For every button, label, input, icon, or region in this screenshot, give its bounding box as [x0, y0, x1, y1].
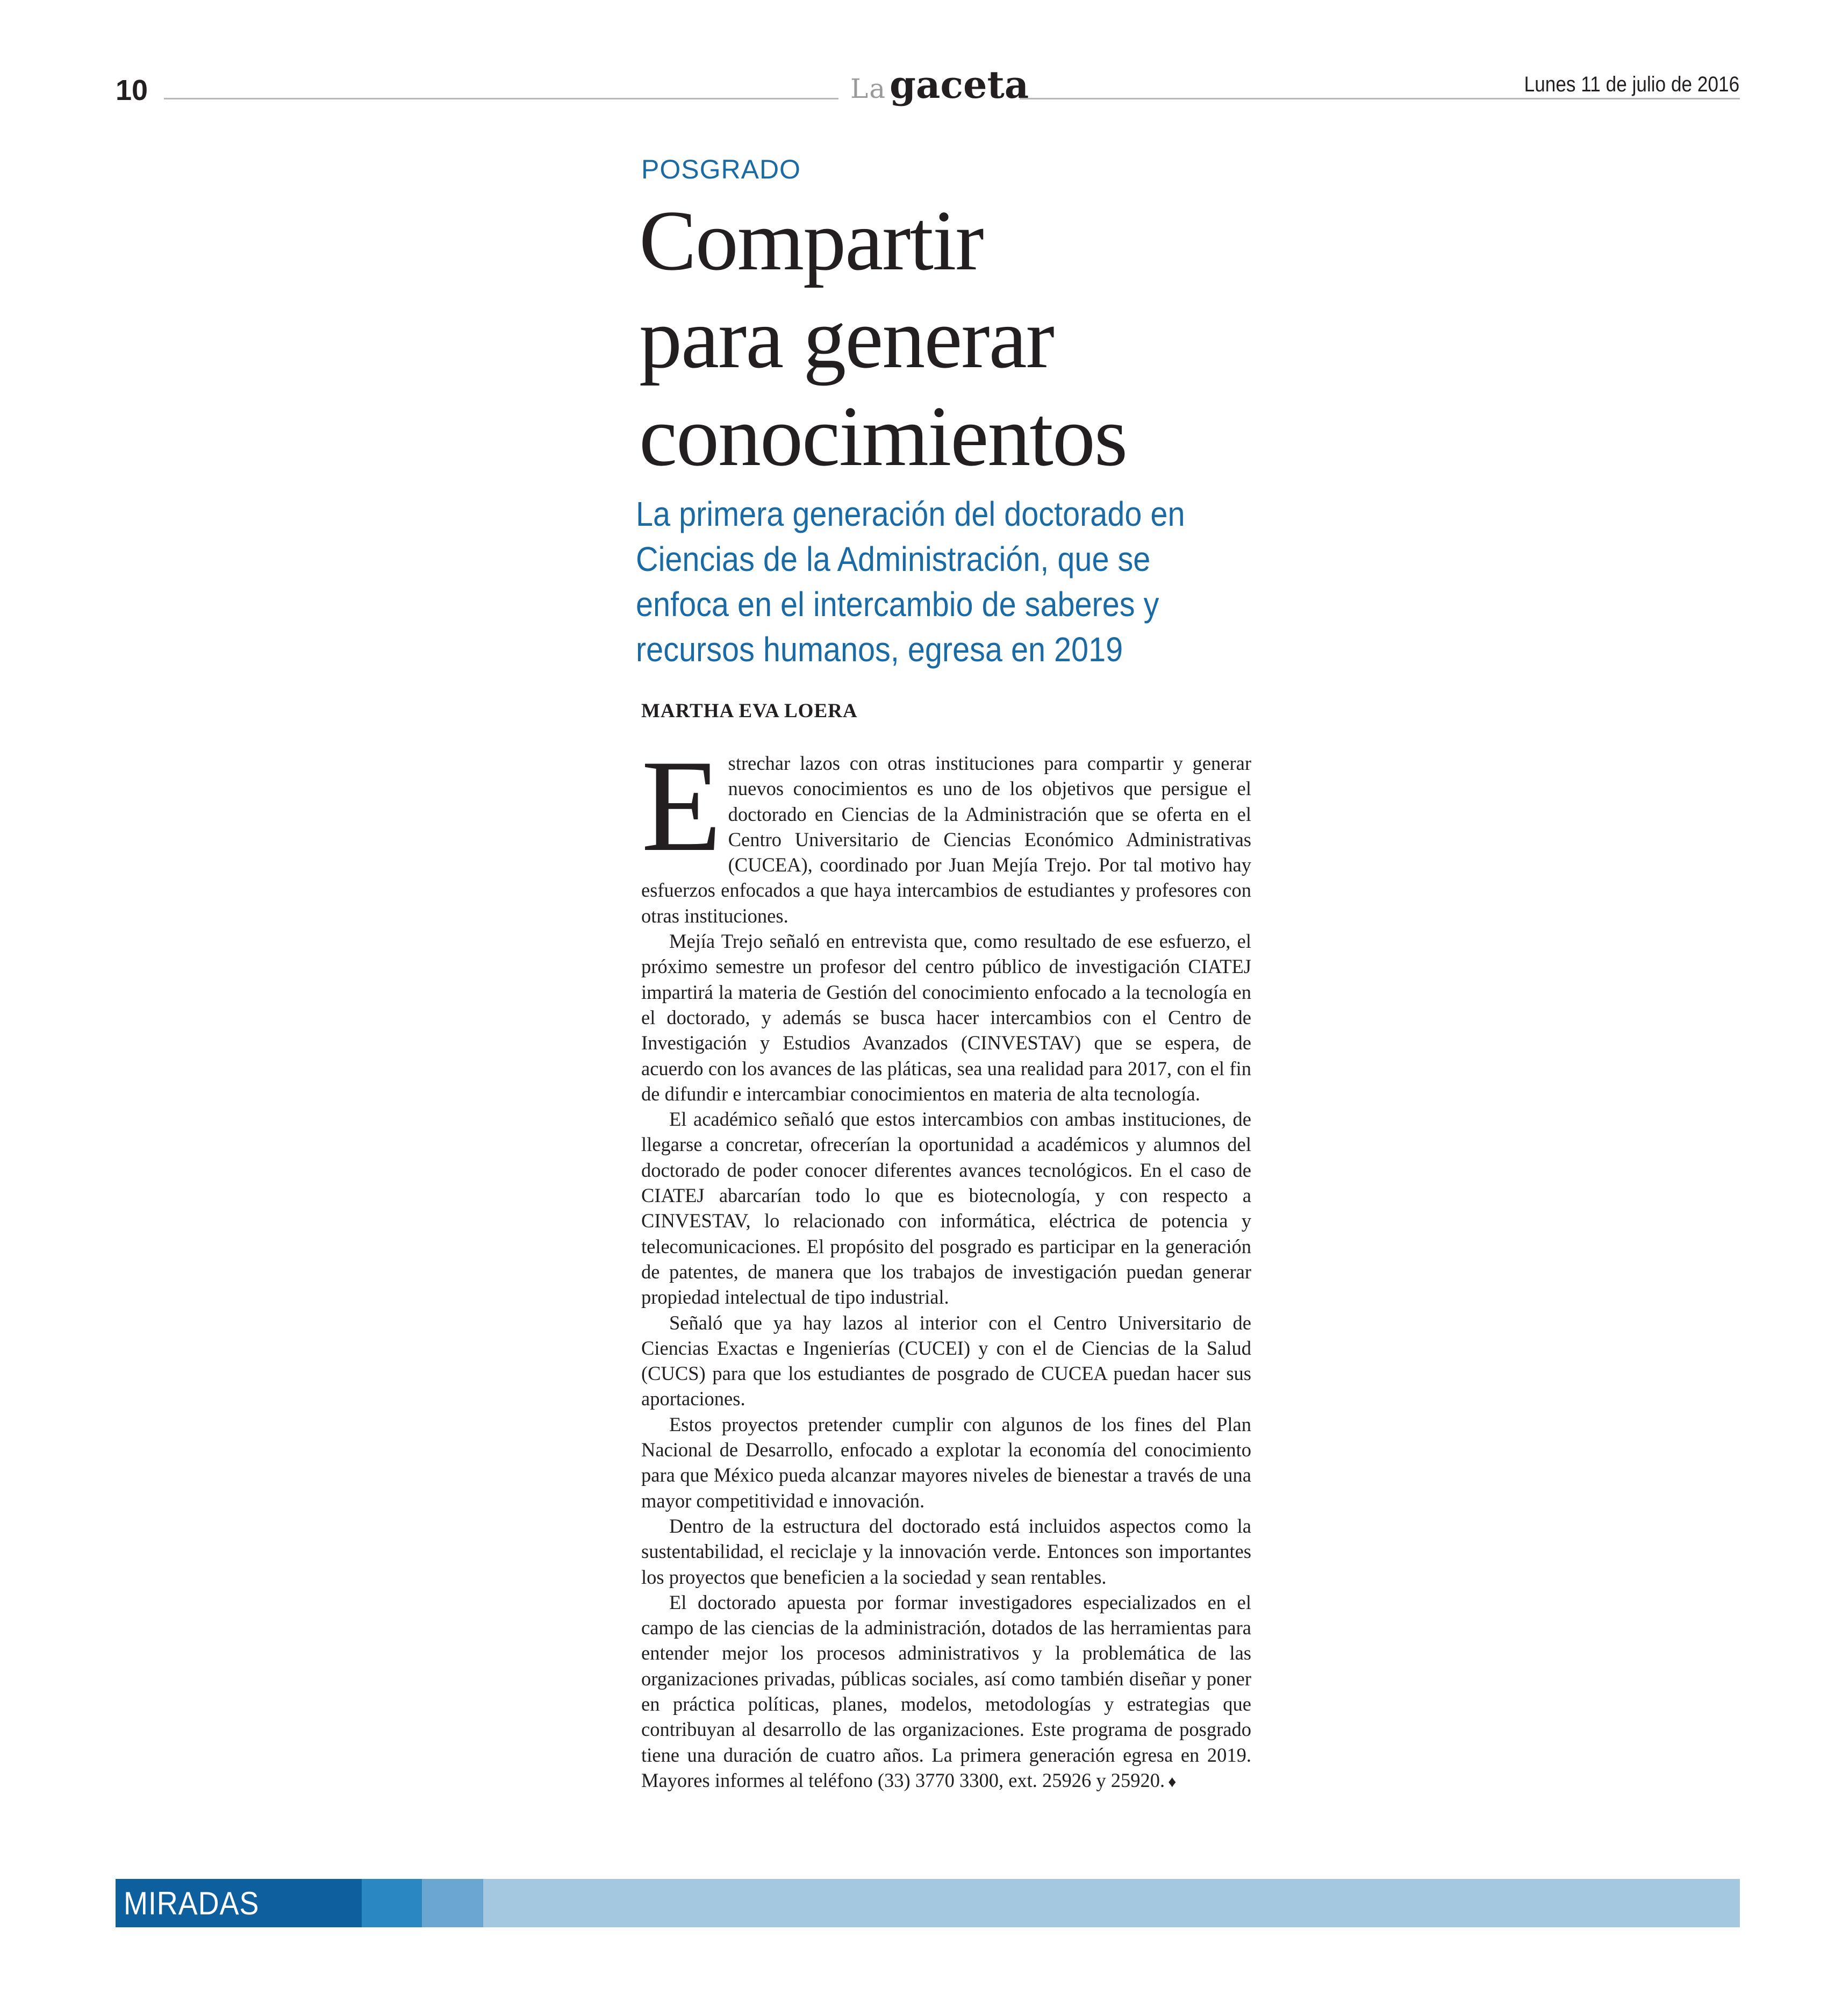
footer-block-light: [422, 1879, 483, 1927]
header-rule-right: [1020, 98, 1740, 99]
headline-line: Compartir: [639, 192, 983, 288]
footer-section-bar: [116, 1879, 1740, 1927]
drop-cap: E: [641, 733, 722, 878]
headline: [639, 191, 1251, 485]
page-number: 10: [116, 74, 148, 106]
footer-block-mid: [362, 1879, 422, 1927]
paragraph: [641, 733, 1251, 928]
paragraph: Estos proyectos pretender cumplir con algunos de los fines del Plan Nacional de Desarrollo, enfocado a explotar la economía del conocimiento para que México pueda alcanzar mayores niveles de bienestar a través de una mayor competitividad e innovación.: [641, 1413, 1251, 1512]
paragraph: Señaló que ya hay lazos al interior con el Centro Universitario de Ciencias Exactas e Ingenierías (CUCEI) y con el de Ciencias de la Salud (CUCS) para que los estudiantes de posgrado de CUCEA puedan hacer sus aportaciones.: [641, 1311, 1251, 1410]
paragraph-text: El doctorado apuesta por formar investigadores especializados en el campo de las ciencias de la administración, dotados de las herramientas para entender mejor los procesos administrativos y la problemática de las organizaciones privadas, públicas sociales, así como también diseñar y poner en práctica políticas, planes, modelos, metodologías y estrategias que contribuyan al desarrollo de las organizaciones. Este programa de posgrado tiene una duración de cuatro años. La primera generación egresa en 2019. Mayores informes al teléfono (33) 3770 3300, ext. 25926 y 25920.: [641, 1591, 1251, 1791]
issue-date: Lunes 11 de julio de 2016: [1524, 73, 1739, 96]
article-deck: La primera generación del doctorado en Ciencias de la Administración, que se enfoca en el intercambio de saberes y recursos humanos, egresa en 2019: [636, 495, 1185, 669]
footer-section-label: MIRADAS: [124, 1885, 260, 1921]
paragraph: El académico señaló que estos intercambios con ambas instituciones, de llegarse a concretar, ofrecerían la oportunidad a académicos y alumnos del doctorado de poder conocer diferentes avances tecnológicos. En el caso de CIATEJ abarcarían todo lo que es biotecnología, y con respecto a CINVESTAV, lo relacionado con informática, eléctrica de potencia y telecomunicaciones. El propósito del posgrado es participar en la generación de patentes, de manera que los trabajos de investigación puedan generar propiedad intelectual de tipo industrial.: [641, 1108, 1251, 1309]
article-body: [641, 733, 1251, 1795]
byline: MARTHA EVA LOERA: [641, 700, 858, 722]
headline-line: para generar: [639, 290, 1053, 386]
section-label: POSGRADO: [641, 154, 801, 184]
masthead-prefix: La: [850, 73, 887, 104]
paragraph: [641, 1590, 1251, 1795]
headline-line: conocimientos: [639, 388, 1127, 484]
masthead-name: gaceta: [890, 62, 1029, 107]
header-rule-left: [164, 98, 838, 99]
end-mark-icon: ♦: [1168, 1772, 1177, 1791]
paragraph: Mejía Trejo señaló en entrevista que, como resultado de ese esfuerzo, el próximo semestre un profesor del centro público de investigación CIATEJ impartirá la materia de Gestión del conocimiento enfocado a la tecnología en el doctorado, y además se busca hacer intercambios con el Centro de Investigación y Estudios Avanzados (CINVESTAV) que se espera, de acuerdo con los avances de las pláticas, sea una realidad para 2017, con el fin de difundir e intercambiar conocimientos en materia de alta tecnología.: [641, 930, 1251, 1105]
article: [636, 151, 1251, 1795]
paragraph-text: strechar lazos con otras instituciones para compartir y generar nuevos conocimientos es uno de los objetivos que persigue el doctorado en Ciencias de la Administración que se oferta en el Centro Universitario de Ciencias Económico Administrativas (CUCEA), coordinado por Juan Mejía Trejo. Por tal motivo hay esfuerzos enfocados a que haya intercambios de estudiantes y profesores con otras instituciones.: [641, 752, 1251, 927]
masthead-logo: [850, 62, 1029, 117]
paragraph: Dentro de la estructura del doctorado está incluidos aspectos como la sustentabilidad, el reciclaje y la innovación verde. Entonces son importantes los proyectos que beneficien a la sociedad y sean rentables.: [641, 1514, 1251, 1588]
